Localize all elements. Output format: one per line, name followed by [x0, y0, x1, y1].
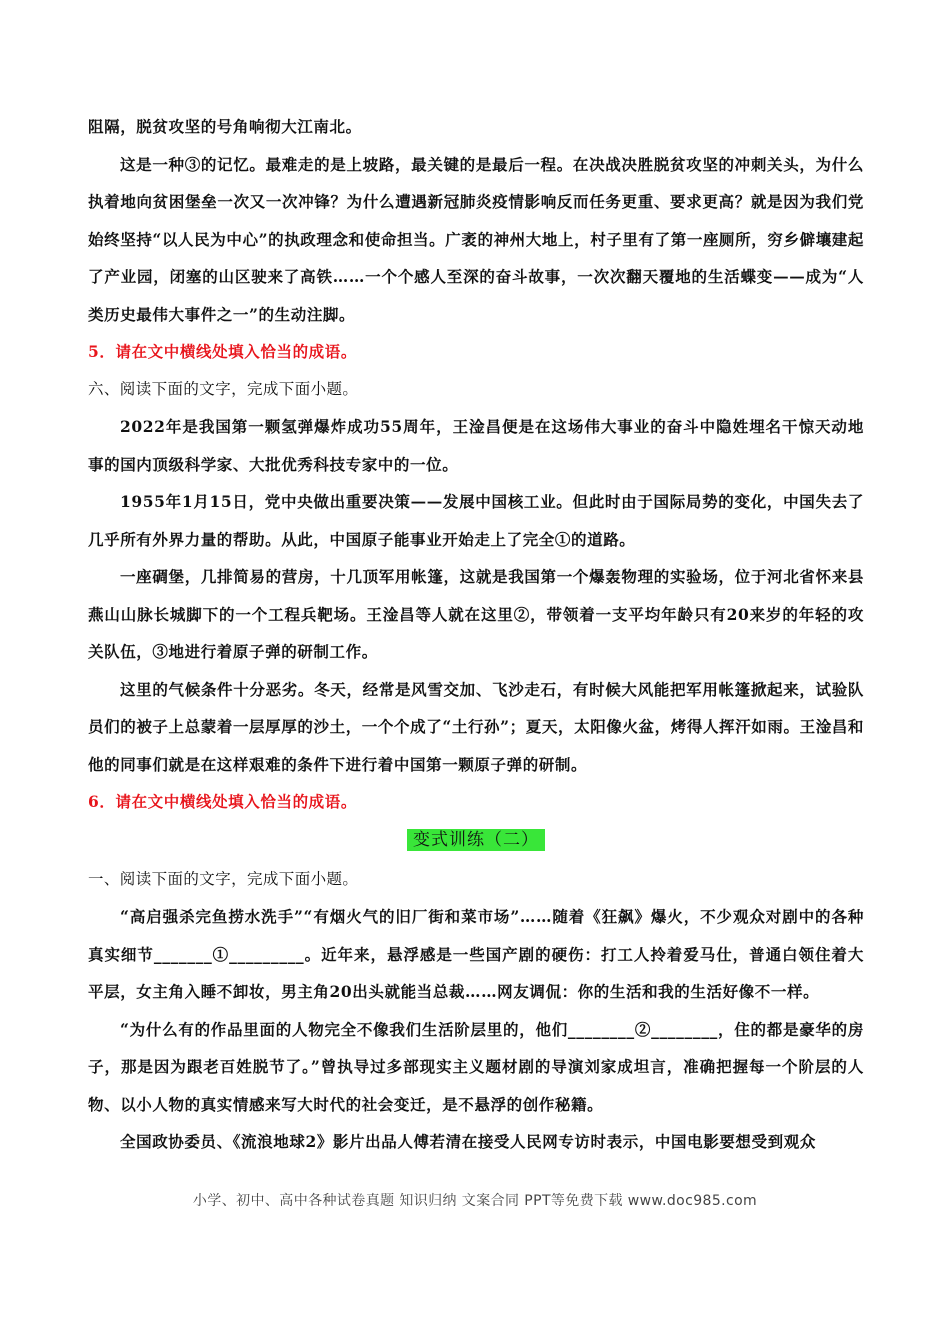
- paragraph-director-quote: “为什么有的作品里面的人物完全不像我们生活阶层里的，他们________②________，住的都是豪华的房子，那是因为跟老百姓脱节了。”曾执导过多部现实主义题材剧的导演刘家成坦言，准确把握每一个阶层的人物、以小人物的真实情感来写大时代的社会变迁，是不悬浮的创作秘籍。: [88, 1019, 864, 1114]
- variant-heading: 一、阅读下面的文字，完成下面小题。: [88, 869, 359, 888]
- variant-title-wrap: [88, 829, 864, 861]
- paragraph-wandering-earth: 全国政协委员、《流浪地球2》影片出品人傅若清在接受人民网专访时表示，中国电影要想受到观众: [120, 1132, 816, 1151]
- paragraph-kuangbiao: “高启强杀完鱼捞水洗手”“有烟火气的旧厂街和菜市场”……随着《狂飙》爆火，不少观众对剧中的各种真实细节_______①_________。近年来，悬浮感是一些国产剧的硬伤：打工人拎着爱马仕，普通白领住着大平层，女主角入睡不卸妆，男主角20出头就能当总裁……网友调侃：你的生活和我的生活好像不一样。: [88, 907, 864, 1001]
- paragraph-climate: 这里的气候条件十分恶劣。冬天，经常是风雪交加、飞沙走石，有时候大风能把军用帐篷掀起来，试验队员们的被子上总蒙着一层厚厚的沙土，一个个成了“土行孙”；夏天，太阳像火盆，烤得人挥汗如雨。王淦昌和他的同事们就是在这样艰难的条件下进行着中国第一颗原子弹的研制。: [88, 679, 864, 774]
- document-page: [88, 108, 864, 1161]
- paragraph-memory: 这是一种③的记忆。最难走的是上坡路，最关键的是最后一程。在决战决胜脱贫攻坚的冲刺关头，为什么执着地向贫困堡垒一次又一次冲锋？为什么遭遇新冠肺炎疫情影响反而任务更重、要求更高？就是因为我们党始终坚持“以人民为中心”的执政理念和使命担当。广袤的神州大地上，村子里有了第一座厕所，穷乡僻壤建起了产业园，闭塞的山区驶来了高铁……一个个感人至深的奋斗故事，一次次翻天覆地的生活蝶变——成为“人类历史最伟大事件之一”的生动注脚。: [88, 154, 864, 324]
- variant-title: 变式训练（二）: [407, 829, 545, 851]
- paragraph-nuclear-decision: 1955年1月15日，党中央做出重要决策——发展中国核工业。但此时由于国际局势的变化，中国失去了几乎所有外界力量的帮助。从此，中国原子能事业开始走上了完全①的道路。: [88, 492, 864, 549]
- paragraph-continued: 阻隔，脱贫攻坚的号角响彻大江南北。: [88, 117, 362, 136]
- paragraph-test-site: 一座碉堡，几排简易的营房，十几顶军用帐篷，这就是我国第一个爆轰物理的实验场，位于河北省怀来县燕山山脉长城脚下的一个工程兵靶场。王淦昌等人就在这里②，带领着一支平均年龄只有20来岁的年轻的攻关队伍，③地进行着原子弹的研制工作。: [88, 567, 864, 661]
- footer-text: 小学、初中、高中各种试卷真题 知识归纳 文案合同 PPT等免费下载 www.doc985.com: [192, 1193, 758, 1209]
- question-5: 5．请在文中横线处填入恰当的成语。: [88, 342, 357, 361]
- paragraph-hydrogen-bomb: 2022年是我国第一颗氢弹爆炸成功55周年，王淦昌便是在这场伟大事业的奋斗中隐姓埋名干惊天动地事的国内顶级科学家、大批优秀科技专家中的一位。: [88, 417, 864, 474]
- question-6: 6．请在文中横线处填入恰当的成语。: [88, 792, 357, 811]
- section-6-heading: 六、阅读下面的文字，完成下面小题。: [88, 379, 359, 398]
